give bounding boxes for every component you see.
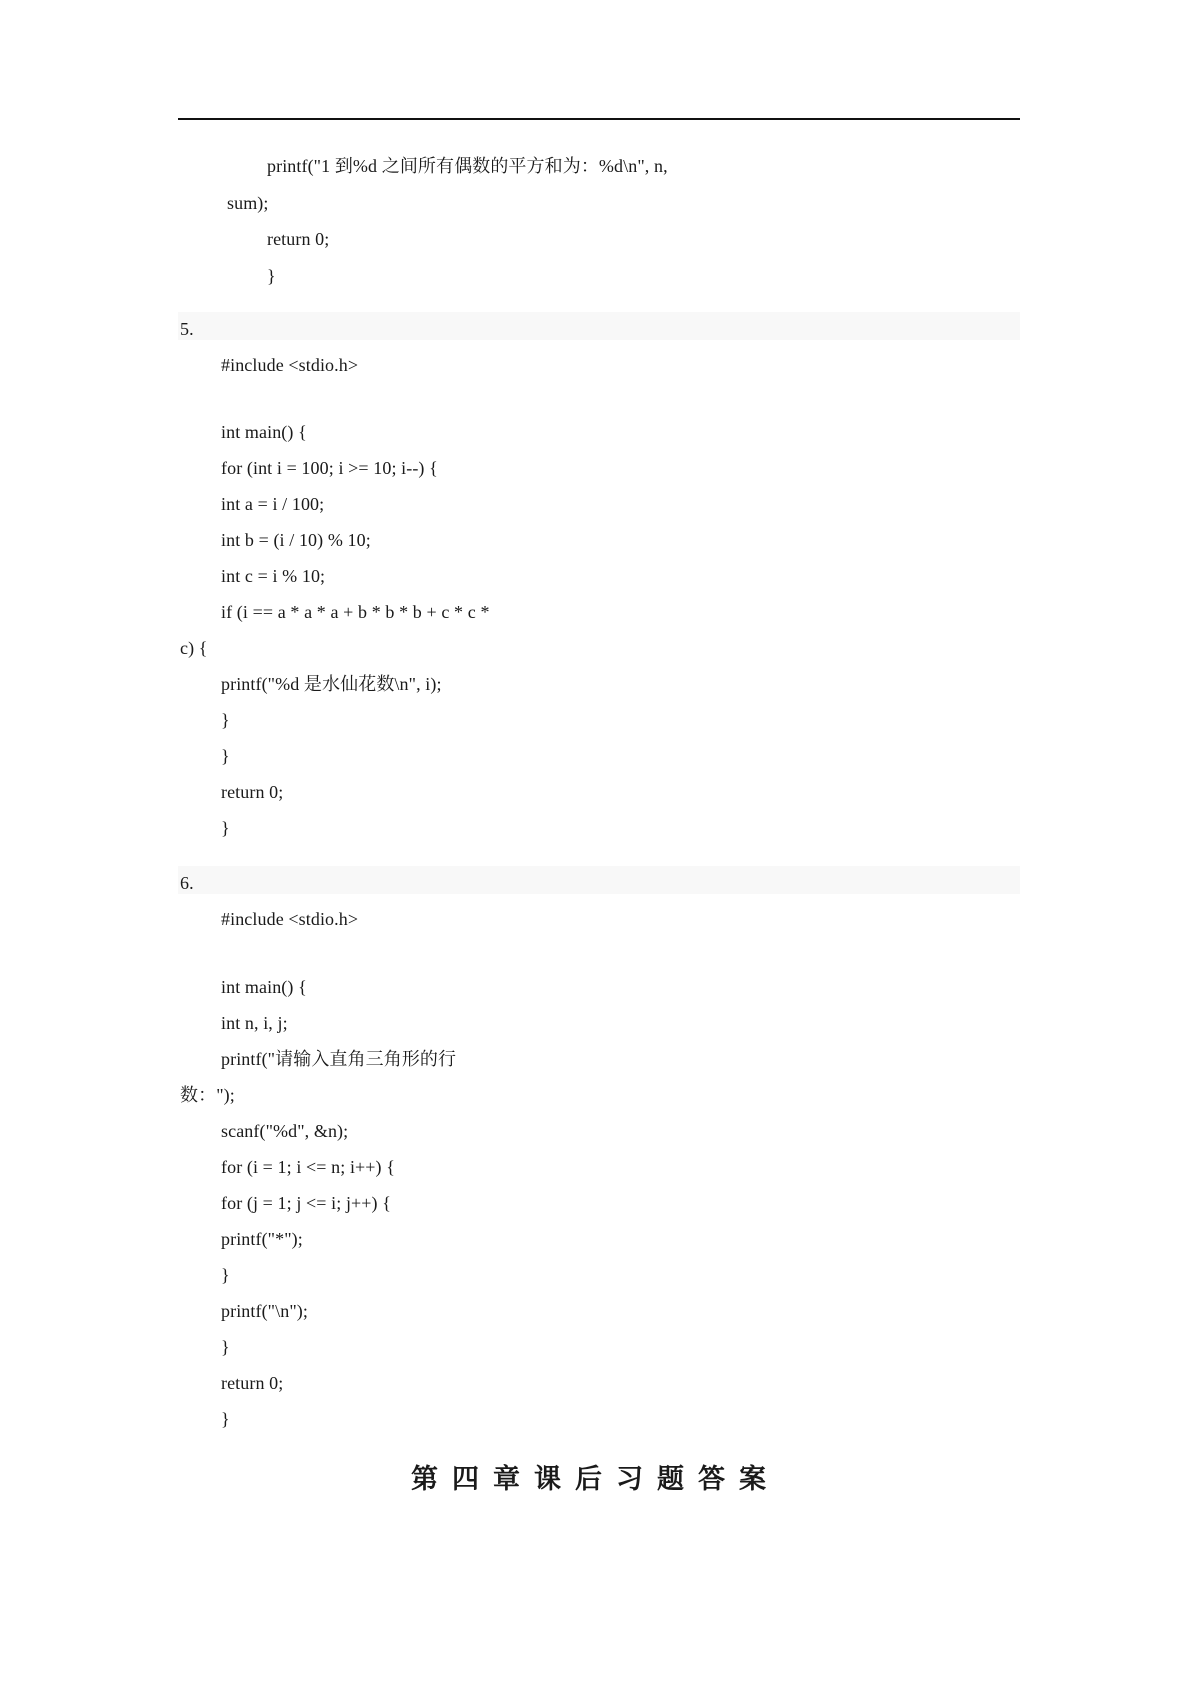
chapter-heading: 第四章课后习题答案 — [411, 1464, 780, 1495]
code-line: } — [221, 1265, 230, 1285]
code-line: for (i = 1; i <= n; i++) { — [221, 1157, 395, 1177]
code-line: } — [221, 1337, 230, 1357]
code-line: return 0; — [221, 782, 284, 802]
code-line: } — [221, 1409, 230, 1429]
code-line: printf("*"); — [221, 1229, 303, 1249]
code-line: } — [221, 818, 230, 838]
code-line: for (j = 1; j <= i; j++) { — [221, 1193, 391, 1213]
item-5-number: 5. — [180, 319, 194, 339]
code-line: int n, i, j; — [221, 1013, 288, 1033]
code-line: int a = i / 100; — [221, 494, 325, 514]
code-line: printf("%d 是水仙花数\n", i); — [221, 674, 442, 694]
item-6-number: 6. — [180, 873, 194, 893]
code-line: scanf("%d", &n); — [221, 1121, 349, 1141]
code-line: if (i == a * a * a + b * b * b + c * c * — [221, 602, 490, 622]
code-line: #include <stdio.h> — [221, 909, 359, 929]
code-line: printf("1 到%d 之间所有偶数的平方和为：%d\n", n, — [267, 156, 668, 176]
code-line: } — [221, 710, 230, 730]
item-5-shading — [178, 312, 1020, 340]
header-rule — [178, 118, 1020, 120]
code-line: int main() { — [221, 977, 307, 997]
code-line: int b = (i / 10) % 10; — [221, 530, 371, 550]
code-line: } — [267, 266, 276, 286]
code-line: return 0; — [267, 229, 330, 249]
code-line: for (int i = 100; i >= 10; i--) { — [221, 458, 438, 478]
code-line: int main() { — [221, 422, 307, 442]
code-line: } — [221, 746, 230, 766]
code-line: 数："); — [180, 1085, 235, 1105]
code-line: int c = i % 10; — [221, 566, 326, 586]
code-line: printf("\n"); — [221, 1301, 308, 1321]
code-line: c) { — [180, 638, 208, 658]
code-line: #include <stdio.h> — [221, 355, 359, 375]
code-line: return 0; — [221, 1373, 284, 1393]
code-line: printf("请输入直角三角形的行 — [221, 1049, 457, 1069]
code-line: sum); — [227, 193, 269, 213]
item-6-shading — [178, 866, 1020, 894]
